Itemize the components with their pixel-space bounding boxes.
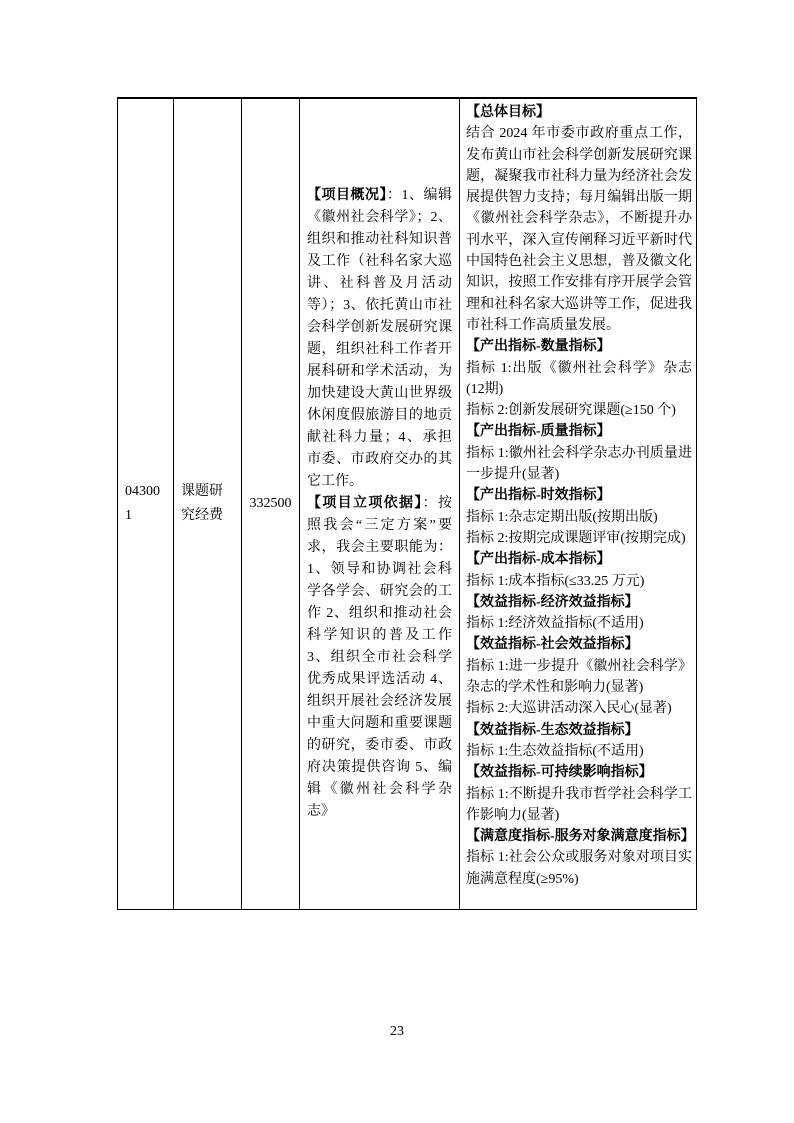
performance-indicator: 指标 2:创新发展研究课题(≥150 个) (466, 403, 676, 419)
performance-indicator: 指标 2:大巡讲活动深入民心(显著) (466, 701, 672, 717)
project-name: 课题研究经费 (181, 484, 223, 523)
performance-indicator: 指标 1:进一步提升《徽州社会科学》杂志的学术性和影响力(显著) (466, 658, 692, 696)
performance-indicator: 指标 1:不断提升我市哲学社会科学工作影响力(显著) (466, 786, 692, 823)
page-number: 23 (390, 1024, 404, 1039)
performance-targets-cell (459, 99, 698, 909)
performance-indicator: 指标 1:徽州社会科学杂志办刊质量进一步提升(显著) (466, 445, 692, 483)
performance-targets (466, 102, 695, 890)
project-overview (307, 185, 452, 823)
budget-amount: 332500 (249, 496, 292, 511)
performance-indicator: 指标 1:社会公众或服务对象对项目实施满意程度(≥95%) (466, 850, 692, 887)
performance-section-header: 【满意度指标-服务对象满意度指标】 (466, 829, 695, 845)
project-budget-table (117, 97, 697, 910)
project-code-cell (118, 99, 173, 909)
performance-indicator: 指标 2:按期完成课题评审(按期完成) (466, 530, 686, 546)
performance-section-header: 【效益指标-生态效益指标】 (466, 722, 639, 738)
performance-indicator: 指标 1:生态效益指标(不适用) (466, 743, 644, 759)
performance-indicator: 指标 1:成本指标(≤33.25 万元) (466, 573, 645, 589)
overview-paragraph: 【项目概况】：1、编辑《徽州社会科学》；2、组织和推动社科知识普及工作（社科名家大巡讲、社科普及月活动等）；3、依托黄山市社会科学创新发展研究课题，组织社科工作者开展科研和学术活动，为加快建设大黄山世界级休闲度假旅游目的地贡献社科力量；4、承担市委、市政府交办的其它工作。 (307, 188, 452, 489)
performance-indicator: 指标 1:杂志定期出版(按期出版) (466, 509, 658, 525)
performance-section-header: 【效益指标-社会效益指标】 (466, 637, 639, 653)
performance-section-header: 【产出指标-质量指标】 (466, 424, 611, 440)
performance-indicator: 指标 1:经济效益指标(不适用) (466, 616, 644, 632)
project-code: 043001 (125, 484, 160, 523)
performance-section-header: 【产出指标-成本指标】 (466, 552, 611, 568)
performance-section-header: 【产出指标-时效指标】 (466, 488, 611, 504)
performance-section-header: 【效益指标-经济效益指标】 (466, 594, 639, 610)
performance-section-header: 【效益指标-可持续影响指标】 (466, 765, 653, 781)
performance-section-header: 【总体目标】 (466, 105, 550, 120)
performance-section-header: 【产出指标-数量指标】 (466, 339, 611, 355)
budget-amount-cell (241, 99, 299, 909)
project-name-cell (173, 99, 241, 909)
project-overview-cell (299, 99, 459, 909)
performance-indicator: 结合 2024 年市委市政府重点工作，发布黄山市社会科学创新发展研究课题，凝聚我市社科力量为经济社会发展提供智力支持；每月编辑出版一期《徽州社会科学杂志》，不断提升办刊水平，深入宣传阐释习近平新时代中国特色社会主义思想，普及徽文化知识，按照工作安排有序开展学会管理和社科名家大巡讲等工作，促进我市社科工作高质量发展。 (466, 126, 692, 333)
performance-indicator: 指标 1:出版《徽州社会科学》杂志(12期) (466, 360, 692, 397)
overview-paragraph: 【项目立项依据】：按照我会“三定方案”要求，我会主要职能为：1、领导和协调社会科学各学会、研究会的工作 2、组织和推动社会科学知识的普及工作 3、组织全市社会科学优秀成果评选活动 4、组织开展社会经济发展中重大问题和重要课题的研究，委市委、市政府决策提供咨询 5、编辑《徽州社会科学杂志》 (307, 496, 453, 819)
